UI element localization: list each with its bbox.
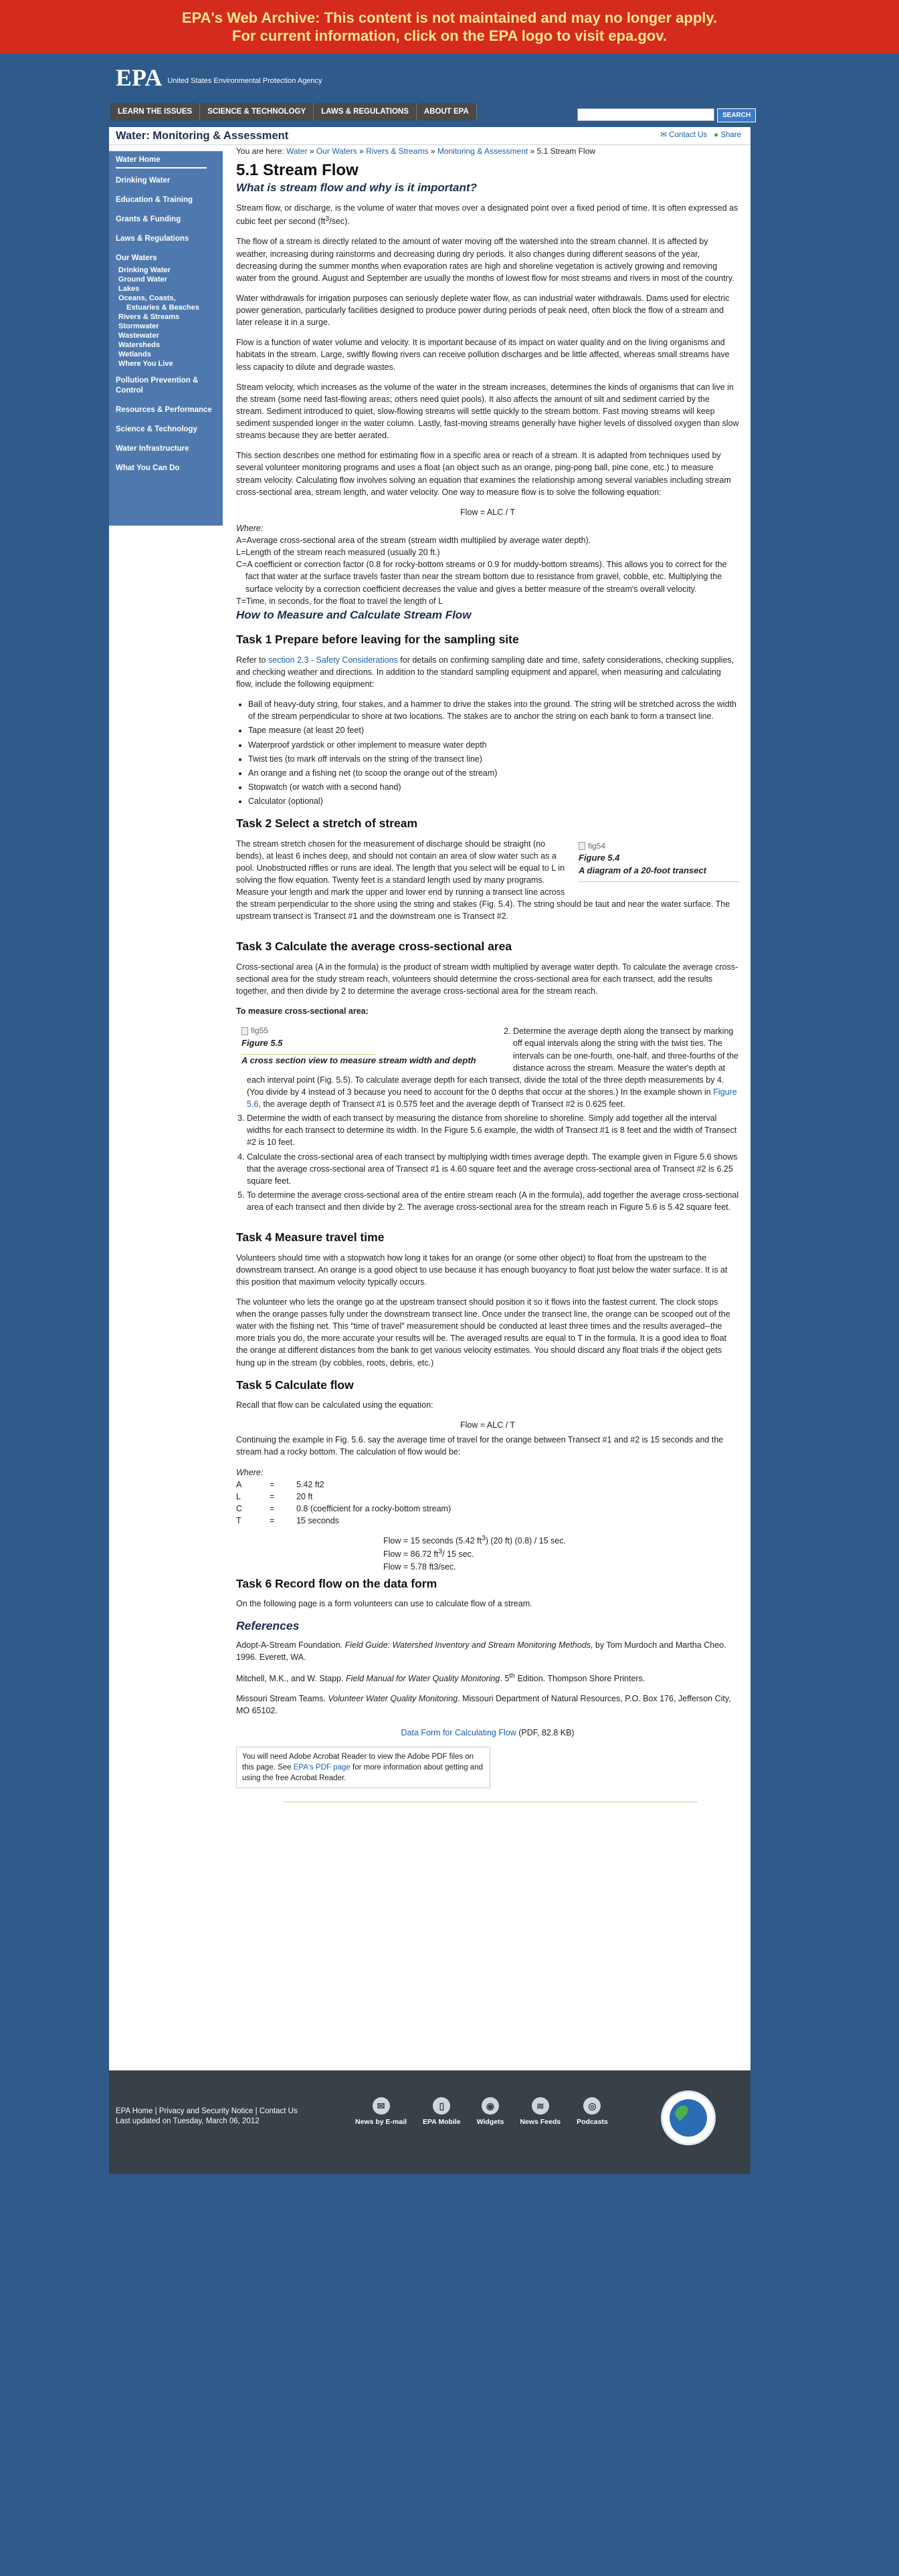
figure-divider bbox=[579, 881, 739, 882]
task5-heading: Task 5 Calculate flow bbox=[236, 1378, 354, 1392]
breadcrumb: You are here: Water » Our Waters » Rivers & Streams » Monitoring & Assessment » 5.1 Stream Flow bbox=[236, 146, 595, 156]
task5-equation: Flow = ALC / T bbox=[460, 1420, 516, 1430]
nav-science-technology[interactable]: SCIENCE & TECHNOLOGY bbox=[200, 103, 314, 120]
sidebar-sub-watersheds[interactable]: Watersheds bbox=[118, 341, 160, 349]
footer-privacy[interactable]: Privacy and Security Notice bbox=[159, 2107, 254, 2115]
epa-pdf-page-link[interactable]: EPA's PDF page bbox=[293, 1763, 351, 1772]
figure-5-6-link[interactable]: Figure 5.6 bbox=[247, 1087, 737, 1109]
page-title: 5.1 Stream Flow bbox=[236, 161, 359, 180]
news-email-link[interactable] bbox=[355, 2097, 407, 2127]
calc1-sup: 3 bbox=[481, 1535, 486, 1543]
figure-5-4 bbox=[579, 841, 739, 882]
search-button[interactable]: SEARCH bbox=[717, 108, 756, 122]
podcasts-link[interactable] bbox=[577, 2097, 608, 2127]
nav-laws-regulations[interactable]: LAWS & REGULATIONS bbox=[314, 103, 417, 120]
sidebar-sub-estuaries[interactable]: Estuaries & Beaches bbox=[126, 304, 199, 312]
podcasts-label: Podcasts bbox=[577, 2118, 608, 2126]
sidebar-item-laws[interactable]: Laws & Regulations bbox=[116, 235, 189, 243]
sidebar-sub-oceans[interactable]: Oceans, Coasts, bbox=[118, 294, 176, 302]
sidebar-item-what-you-can-do[interactable]: What You Can Do bbox=[116, 464, 180, 472]
definition-l: L=Length of the stream reach measured (usually 20 ft.) bbox=[236, 548, 440, 558]
how-to-heading: How to Measure and Calculate Stream Flow bbox=[236, 608, 472, 621]
ref2-title: Field Manual for Water Quality Monitoring bbox=[345, 1674, 500, 1684]
breadcrumb-prefix: You are here: bbox=[236, 146, 284, 156]
broken-image-icon bbox=[241, 1027, 248, 1035]
list-item: • Stopwatch (or watch with a second hand) bbox=[248, 781, 739, 793]
equipment-list bbox=[248, 698, 739, 807]
sidebar-divider bbox=[116, 167, 207, 169]
calc2-text-b: / 15 sec. bbox=[442, 1549, 474, 1560]
data-form-link[interactable]: Data Form for Calculating Flow bbox=[401, 1727, 516, 1737]
reference-2 bbox=[236, 1671, 739, 1685]
sidebar-sub-drinking-water[interactable]: Drinking Water bbox=[118, 266, 171, 274]
list-item: • An orange and a fishing net (to scoop the orange out of the stream) bbox=[248, 767, 739, 779]
sidebar-item-infrastructure[interactable]: Water Infrastructure bbox=[116, 445, 189, 453]
data-form-size: (PDF, 82.8 KB) bbox=[516, 1727, 575, 1737]
breadcrumb-our-waters[interactable]: Our Waters bbox=[316, 146, 357, 156]
broken-image-icon bbox=[579, 842, 585, 850]
calculation-block bbox=[383, 1533, 739, 1573]
breadcrumb-current: 5.1 Stream Flow bbox=[536, 146, 595, 156]
search-input[interactable] bbox=[577, 108, 714, 121]
ref2-text-c: Edition. Thompson Shore Printers. bbox=[514, 1674, 645, 1684]
task1-text-b: for details on confirming sampling date and time, safety considerations, checking supplies, and checking weather and directions. In addition to the standard sampling equipment and apparel, when measuring and calculating flow, include the following equipment: bbox=[236, 655, 734, 689]
contact-us-link[interactable] bbox=[660, 130, 707, 141]
ref2-text-b: . 5 bbox=[500, 1674, 510, 1684]
var-value: 20 ft bbox=[296, 1491, 313, 1501]
page-content bbox=[109, 127, 751, 2070]
var-eq: = bbox=[270, 1503, 275, 1513]
site-header bbox=[109, 53, 751, 127]
nav-learn-issues[interactable]: LEARN THE ISSUES bbox=[110, 103, 200, 120]
task1-paragraph bbox=[236, 654, 739, 690]
search-form bbox=[577, 108, 756, 122]
envelope-icon: ✉ bbox=[373, 2097, 390, 2115]
agency-name: United States Environmental Protection Agency bbox=[167, 77, 322, 86]
task4-paragraph-2: The volunteer who lets the orange go at the upstream transect should position it so it flows into the fastest current. The clock stops when the orange passes fully under the downstream transect line. Once under the transect line, the orange can be scooped out of the water with the fishing net. This "time of travel" measurement should be conducted at least three times and the results averaged--the more trials you do, the more accurate your results will be. The averaged results are equal to T in the formula. It is a good idea to float the orange at different distances from the bank to get various velocity estimates. You should discard any float trials if the object gets hung up in the stream (by cobbles, roots, debris, etc.) bbox=[236, 1297, 730, 1368]
epa-logo[interactable] bbox=[116, 66, 322, 90]
ref3-text-b: . Missouri Department of Natural Resources, P.O. Box 176, Jefferson City, MO 65102. bbox=[236, 1694, 731, 1716]
breadcrumb-rivers-streams[interactable]: Rivers & Streams bbox=[366, 146, 429, 156]
site-footer bbox=[109, 2070, 751, 2174]
safety-considerations-link[interactable]: section 2.3 - Safety Considerations bbox=[268, 655, 398, 665]
task1-text-a: Refer to bbox=[236, 655, 268, 665]
list-item: • Ball of heavy-duty string, four stakes, and a hammer to drive the stakes into the ground. The string will be stretched across the width of the stream perpendicular to shore at two locations. The stakes are to anchor the string on each bank to form a transect line. bbox=[248, 698, 739, 722]
task3-heading: Task 3 Calculate the average cross-sectional area bbox=[236, 940, 512, 954]
task6-paragraph: On the following page is a form volunteers can use to calculate flow of a stream. bbox=[236, 1599, 532, 1609]
footer-contact[interactable]: Contact Us bbox=[259, 2107, 298, 2115]
task4-heading: Task 4 Measure travel time bbox=[236, 1230, 385, 1245]
list-item: 4. Calculate the cross-sectional area of each transect by multiplying width times average depth. The example given in Figure 5.6 shows that the average cross-sectional area of Transect #1 is 4.60 square feet and the average cross-sectional area of Transect #2 is 6.25 square feet. bbox=[247, 1151, 739, 1187]
main-content bbox=[236, 146, 739, 1802]
top-navigation bbox=[110, 103, 477, 120]
pdf-note-text-a: You will need Adobe Acrobat Reader to view the Adobe PDF files on this page. See bbox=[242, 1752, 474, 1772]
sidebar-item-education[interactable]: Education & Training bbox=[116, 196, 193, 204]
ref3-title: Volunteer Water Quality Monitoring bbox=[328, 1694, 458, 1704]
share-label: Share bbox=[720, 131, 741, 139]
figure-5-4-caption: A diagram of a 20-foot transect bbox=[579, 865, 706, 875]
reference-1 bbox=[236, 1639, 739, 1663]
where-label: Where: bbox=[236, 523, 264, 533]
sidebar-item-drinking-water[interactable]: Drinking Water bbox=[116, 177, 171, 185]
calc1-text-a: Flow = 15 seconds (5.42 ft bbox=[383, 1536, 482, 1546]
epa-logo-mark: EPA bbox=[116, 64, 163, 91]
definition-t: T=Time, in seconds, for the float to travel the length of L bbox=[236, 596, 443, 606]
task3-paragraph: Cross-sectional area (A in the formula) is the product of stream width multiplied by average water depth. To calculate the average cross-sectional area for the study stream reach, volunteers should determine the cross-sectional area for each transect, add the results together, and then divide by 2 to determine the average cross-sectional area for the stream reach. bbox=[236, 962, 738, 996]
var-eq: = bbox=[270, 1479, 275, 1489]
task2-heading: Task 2 Select a stretch of stream bbox=[236, 817, 418, 831]
list-item: 5. To determine the average cross-sectional area of the entire stream reach (A in the formula), add together the average cross-sectional area of each transect and then divide by 2. The average cross-sectional area for the stream reach in Figure 5.6 is 5.42 square feet. bbox=[247, 1189, 739, 1213]
sidebar-sub-lakes[interactable]: Lakes bbox=[118, 285, 140, 293]
epa-mobile-link[interactable] bbox=[423, 2097, 461, 2127]
definition-a: A=Average cross-sectional area of the stream (stream width multiplied by average water depth). bbox=[236, 536, 591, 546]
step2-text-b: , the average depth of Transect #1 is 0.575 feet and the average depth of Transect #2 is 0.625 feet. bbox=[258, 1099, 625, 1109]
sidebar-sub-wastewater[interactable]: Wastewater bbox=[118, 332, 159, 340]
news-feeds-label: News Feeds bbox=[520, 2118, 561, 2126]
var-name: C bbox=[236, 1503, 243, 1513]
task1-heading: Task 1 Prepare before leaving for the sampling site bbox=[236, 633, 519, 647]
definition-c: C=A coefficient or correction factor (0.8 for rocky-bottom streams or 0.9 for muddy-bottom streams). This allows you to correct for the fact that water at the surface travels faster than near the stream bottom due to resistance from gravel, cobble, etc. Multiplying the surface velocity by a correction coefficient decreases the value and gives a better measure of the stream's overall velocity. bbox=[236, 560, 727, 594]
var-eq: = bbox=[270, 1491, 275, 1501]
podcast-icon: ◎ bbox=[583, 2097, 601, 2115]
sidebar-sub-ground-water[interactable]: Ground Water bbox=[118, 276, 167, 284]
sidebar-item-resources[interactable]: Resources & Performance bbox=[116, 406, 212, 414]
list-item: • Waterproof yardstick or other implement to measure water depth bbox=[248, 739, 739, 751]
figure-5-4-alt: fig54 bbox=[588, 841, 606, 851]
sidebar-sub-rivers[interactable]: Rivers & Streams bbox=[118, 313, 180, 321]
var-value: 15 seconds bbox=[296, 1516, 339, 1526]
sidebar-item-science[interactable]: Science & Technology bbox=[116, 425, 197, 433]
epa-seal[interactable] bbox=[661, 2090, 716, 2145]
share-links bbox=[660, 130, 741, 141]
area-bar bbox=[109, 127, 751, 145]
calc-line-1 bbox=[383, 1533, 739, 1547]
calc2-text-a: Flow = 86.72 ft bbox=[383, 1549, 439, 1560]
share-icon: ● bbox=[714, 131, 719, 139]
references-heading: References bbox=[236, 1619, 300, 1633]
sidebar-item-grants[interactable]: Grants & Funding bbox=[116, 215, 181, 223]
archive-line-1: EPA's Web Archive: This content is not maintained and may no longer apply. bbox=[181, 9, 718, 26]
figure-5-4-image bbox=[579, 841, 739, 852]
contact-us-label: Contact Us bbox=[669, 131, 708, 139]
sidebar-sub-wetlands[interactable]: Wetlands bbox=[118, 350, 151, 358]
footer-links: EPA Home | Privacy and Security Notice | Contact Us Last updated on Tuesday, March 06, 2012 bbox=[116, 2107, 298, 2125]
intro-paragraph bbox=[236, 202, 739, 227]
var-name: L bbox=[236, 1491, 241, 1501]
list-item: • Twist ties (to mark off intervals on the string of the transect line) bbox=[248, 753, 739, 765]
pdf-note bbox=[236, 1747, 490, 1788]
ref3-text-a: Missouri Stream Teams. bbox=[236, 1694, 328, 1704]
last-updated: Last updated on Tuesday, March 06, 2012 bbox=[116, 2117, 260, 2125]
figure-5-5-image bbox=[241, 1025, 502, 1037]
sidebar-sub-where-you-live[interactable]: Where You Live bbox=[118, 360, 173, 368]
measure-heading: To measure cross-sectional area: bbox=[236, 1006, 369, 1016]
var-value: 5.42 ft2 bbox=[296, 1479, 324, 1489]
page-subtitle: What is stream flow and why is it important? bbox=[236, 181, 477, 195]
calc1-text-b: ) (20 ft) (0.8) / 15 sec. bbox=[485, 1536, 566, 1546]
archive-line-2: For current information, click on the EPA logo to visit epa.gov. bbox=[232, 27, 667, 44]
var-eq: = bbox=[270, 1516, 275, 1526]
ref1-text-a: Adopt-A-Stream Foundation. bbox=[236, 1640, 345, 1650]
sidebar bbox=[109, 151, 223, 526]
figure-5-5 bbox=[241, 1025, 502, 1067]
step2-text-a: Determine the average depth along the transect by marking off equal intervals along the string with the twist ties. The intervals can be one-fourth, one-half, and three-fourths of the distance across the stream. Measure the water's depth at each interval point (Fig. 5.5). To calculate average depth for each transect, divide the total of the three depth measurements by 4. (You divide by 4 instead of 3 because you need to account for the 0 depths that occur at the shores.) In the example shown in bbox=[247, 1027, 739, 1097]
paragraph-stream-velocity: Stream velocity, which increases as the volume of the water in the stream increases, determines the kinds of organisms that can live in the stream (some need fast-flowing areas; others need quiet pools). It also affects the amount of silt and sediment carried by the stream. Sediment introduced to quiet, slow-flowing streams will settle quickly to the stream bottom. Fast moving streams will keep sediment suspended longer in the water column. Lastly, fast-moving streams generally have higher levels of dissolved oxygen than slow streams because they are better aerated. bbox=[236, 382, 739, 441]
sidebar-item-our-waters[interactable]: Our Waters bbox=[116, 254, 157, 262]
task5-paragraph-2: Continuing the example in Fig. 5.6. say the average time of travel for the orange between Transect #1 and #2 is 15 seconds and the stream had a rocky bottom. The calculation of flow would be: bbox=[236, 1435, 724, 1457]
ref2-text-a: Mitchell, M.K., and W. Stapp. bbox=[236, 1674, 346, 1684]
figure-5-4-label: Figure 5.4 bbox=[579, 852, 620, 863]
widgets-link[interactable] bbox=[477, 2097, 504, 2127]
calc-line-3: Flow = 5.78 ft3/sec. bbox=[383, 1562, 456, 1572]
ref1-text-b: , by Tom Murdoch and Martha Cheo. 1996. Everett, WA. bbox=[236, 1640, 726, 1662]
paragraph-withdrawals: Water withdrawals for irrigation purposes can seriously deplete water flow, as can industrial water withdrawals. Dams used for electric power generation, particularly facilities designed to produce power during periods of peak need, often block the flow of a stream and later release it in a surge. bbox=[236, 293, 730, 328]
var-value: 0.8 (coefficient for a rocky-bottom stream) bbox=[296, 1503, 452, 1513]
task6-heading: Task 6 Record flow on the data form bbox=[236, 1576, 437, 1590]
task2-paragraph: The stream stretch chosen for the measurement of discharge should be straight (no bends), at least 6 inches deep, and should not contain an area of slow water such as a pool. Unobstructed riffles or runs are ideal. The length that you select will be equal to L in solving the flow equation. Twenty feet is a standard length used by many programs. Measure your length and mark the upper and lower end by running a transect line across the stream perpendicular to the shore using the string and stakes (Fig. 5.4). The string should be taut and near the water surface. The upstream transect is Transect #1 and the downstream one is Transect #2. bbox=[236, 839, 730, 922]
variable-table bbox=[236, 1479, 739, 1527]
footer-icons bbox=[355, 2097, 608, 2127]
news-feeds-link[interactable] bbox=[520, 2097, 561, 2127]
epa-mobile-label: EPA Mobile bbox=[423, 2118, 461, 2126]
nav-about-epa[interactable]: ABOUT EPA bbox=[417, 103, 477, 120]
envelope-icon: ✉ bbox=[660, 131, 668, 139]
figure-5-5-label: Figure 5.5 bbox=[241, 1037, 283, 1048]
figure-5-5-alt: fig55 bbox=[251, 1026, 269, 1036]
var-name: A bbox=[236, 1479, 242, 1489]
paragraph-flow-weather: The flow of a stream is directly related to the amount of water moving off the watershed into the stream channel. It is affected by weather, increasing during rainstorms and decreasing during dry periods. It also changes during different seasons of the year, decreasing during the summer months when evaporation rates are high and shoreline vegetation is actively growing and removing water from the ground. August and September are usually the months of lowest flow for most streams and rivers in most of the country. bbox=[236, 237, 734, 283]
reference-3 bbox=[236, 1693, 739, 1717]
calc-line-2 bbox=[383, 1547, 739, 1560]
seal-globe bbox=[670, 2099, 707, 2137]
sidebar-sub-stormwater[interactable]: Stormwater bbox=[118, 322, 159, 330]
list-item: • Calculator (optional) bbox=[248, 795, 739, 807]
task4-paragraph-1: Volunteers should time with a stopwatch how long it takes for an orange (or some other object) to float from the upstream to the downstream transect. An orange is a good object to use because it has enough buoyancy to float just below the water surface. It is at this position that maximum velocity typically occurs. bbox=[236, 1253, 728, 1287]
figure-5-5-caption: A cross section view to measure stream width and depth bbox=[241, 1055, 476, 1065]
archive-banner[interactable] bbox=[0, 0, 899, 53]
sidebar-item-pollution-prevention[interactable]: Pollution Prevention & Control bbox=[116, 377, 199, 395]
intro-sup: 3 bbox=[325, 215, 330, 223]
widget-icon: ◉ bbox=[482, 2097, 499, 2115]
paragraph-method: This section describes one method for estimating flow in a specific area or reach of a stream. It is adapted from techniques used by several volunteer monitoring programs and uses a float (an object such as an orange, ping-pong ball, pine cone, etc.) to measure stream velocity. Calculating flow involves solving an equation that examines the relationship among several variables including stream cross-sectional area, stream length, and water velocity. One way to measure flow is to solve the following equation: bbox=[236, 451, 731, 497]
list-item: 3. Determine the width of each transect by measuring the distance from shoreline to shoreline. Simply add together all the interval widths for each transect to determine its width. In the Figure 5.6 example, the width of Transect #1 is 8 feet and the width of Transect #2 is 10 feet. bbox=[247, 1112, 739, 1148]
sidebar-item-water-home[interactable]: Water Home bbox=[116, 156, 161, 164]
intro-text-a: Stream flow, or discharge, is the volume of water that moves over a designated point over a fixed period of time. It is often expressed as cubic feet per second (ft bbox=[236, 203, 738, 227]
area-title: Water: Monitoring & Assessment bbox=[116, 130, 289, 142]
breadcrumb-water[interactable]: Water bbox=[286, 146, 308, 156]
list-item: • Tape measure (at least 20 feet) bbox=[248, 724, 739, 736]
calc2-sup: 3 bbox=[438, 1548, 443, 1556]
intro-text-b: /sec). bbox=[329, 217, 350, 227]
where-label-2: Where: bbox=[236, 1467, 264, 1477]
data-form-line bbox=[236, 1727, 739, 1739]
ref1-title: Field Guide: Watershed Inventory and Stream Monitoring Methods bbox=[344, 1640, 591, 1650]
rss-icon: ≋ bbox=[532, 2097, 549, 2115]
var-name: T bbox=[236, 1516, 241, 1526]
share-link[interactable] bbox=[714, 130, 741, 141]
widgets-label: Widgets bbox=[476, 2118, 504, 2126]
breadcrumb-monitoring[interactable]: Monitoring & Assessment bbox=[437, 146, 528, 156]
footer-epa-home[interactable]: EPA Home bbox=[116, 2107, 153, 2115]
mobile-icon: ▯ bbox=[433, 2097, 450, 2115]
pdf-note-text-b: for more information about getting and using the free Acrobat Reader. bbox=[242, 1763, 483, 1782]
flow-equation: Flow = ALC / T bbox=[460, 507, 516, 517]
ref2-sup: th bbox=[509, 1673, 515, 1681]
task5-paragraph-1: Recall that flow can be calculated using the equation: bbox=[236, 1400, 433, 1410]
news-email-label: News by E-mail bbox=[355, 2118, 407, 2126]
paragraph-volume-velocity: Flow is a function of water volume and velocity. It is important because of its impact on water quality and on the living organisms and habitats in the stream. Large, swiftly flowing rivers can receive pollution discharges and be little affected, whereas small streams have less capacity to dilute and degrade wastes. bbox=[236, 338, 730, 372]
